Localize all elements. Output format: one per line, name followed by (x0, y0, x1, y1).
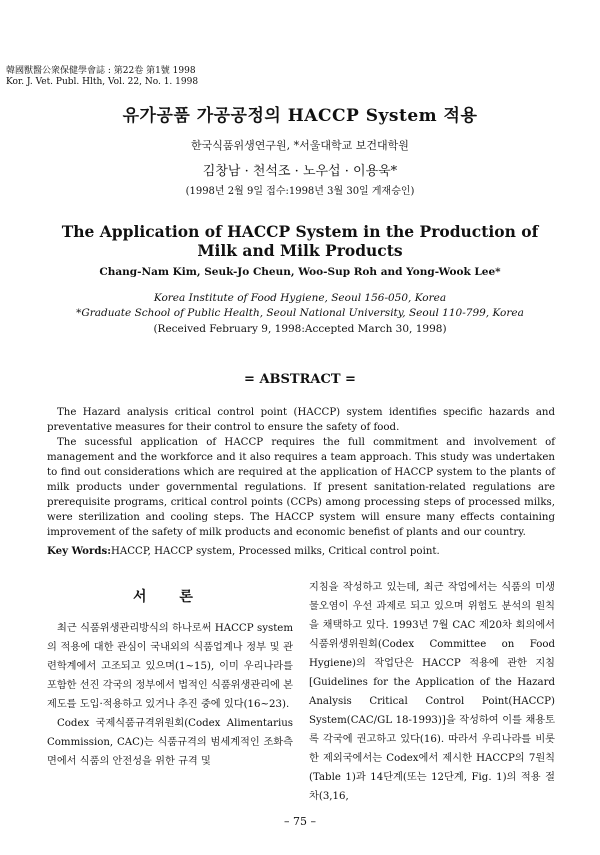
english-affiliation-line-2: *Graduate School of Public Health, Seoul National University, Seoul 110-799, Korea (76, 307, 524, 319)
english-affiliation (0, 291, 600, 321)
english-authors: Chang-Nam Kim, Seuk-Jo Cheun, Woo-Sup Roh and Yong-Wook Lee* (99, 266, 501, 278)
abstract-paragraph-1: The Hazard analysis critical control point (HACCP) system identifies specific hazards and preventative measures for their control to ensure the safety of food. (47, 407, 555, 433)
journal-header (6, 66, 198, 88)
keywords (47, 545, 555, 557)
abstract-body (47, 405, 555, 540)
korean-affiliation: 한국식품위생연구원, *서울대학교 보건대학원 (191, 139, 409, 152)
keywords-label: Key Words: (47, 545, 111, 557)
journal-line-korean: 韓國獸醫公衆保健學會誌 : 第22卷 第1號 1998 (6, 66, 196, 76)
keywords-text: HACCP, HACCP system, Processed milks, Critical control point. (110, 546, 440, 557)
body-paragraph: Codex 국제식품규격위원회(Codex Alimentarius Commission, CAC)는 식품규격의 범세계적인 조화측면에서 식품의 안전성을 위한 규격 및 (47, 718, 293, 767)
body-left-column (47, 578, 293, 771)
english-affiliation-line-1: Korea Institute of Food Hygiene, Seoul 156-050, Korea (153, 292, 447, 304)
korean-received-date: (1998년 2월 9일 접수:1998년 3월 30일 게재승인) (185, 186, 415, 197)
abstract-heading: = ABSTRACT = (244, 372, 356, 387)
english-title-line-2: Milk and Milk Products (197, 241, 403, 260)
korean-title: 유가공품 가공공정의 HACCP System 적용 (122, 106, 478, 126)
abstract-paragraph-2: The sucessful application of HACCP requires the full commitment and involvement of management and the workforce and it also requires a team approach. This study was undertaken to find out considerations which are required at the application of HACCP system to the plants of milk products under governmental regulations. If present sanitation-related regulations are prerequisite programs, critical control points (CCPs) among processing steps of processed milks, were sterilization and cooling steps. The HACCP system will ensure many effects containing improvement of the safety of milk products and economic benefist of plants and our country. (47, 437, 555, 538)
english-title-line-1: The Application of HACCP System in the Production of (61, 222, 539, 241)
page-number: – 75 – (284, 815, 316, 828)
journal-line-english: Kor. J. Vet. Publ. Hlth, Vol. 22, No. 1. 1998 (6, 77, 199, 87)
body-right-column (309, 578, 555, 806)
body-paragraph: 지침을 작성하고 있는데, 최근 작업에서는 식품의 미생물오염이 우선 과제로 되고 있으며 위험도 분석의 원칙을 채택하고 있다. 1993년 7월 CAC 제20차 회의에서 식품위생위원회(Codex Committee on Food Hygiene)의 작업단은 HACCP 적용에 관한 지침[Guidelines for the Application of the Hazard Analysis Critical Control Point(HACCP) System(CAC/GL 18-1993)]을 작성하여 이를 채용토록 각국에 권고하고 있다(16). 따라서 우리나라를 비롯한 제외국에서는 Codex에서 제시한 HACCP의 7원칙(Table 1)과 14단계(또는 12단계, Fig. 1)의 적용 절차(3,16, (309, 582, 555, 802)
korean-authors: 김창남 · 천석조 · 노우섭 · 이용욱* (202, 164, 398, 179)
english-received-date: (Received February 9, 1998:Accepted March 30, 1998) (153, 323, 447, 335)
english-title (0, 222, 600, 260)
section-title: 서 론 (133, 589, 207, 605)
body-paragraph: 최근 식품위생관리방식의 하나로써 HACCP system의 적용에 대한 관심이 국내외의 식품업계나 정부 및 관련학계에서 고조되고 있으며(1~15), 이미 우리나라를 포함한 선진 각국의 정부에서 법적인 식품위생관리에 본 제도를 도입·적용하고 있거나 추진 중에 있다(16~23). (47, 623, 293, 710)
